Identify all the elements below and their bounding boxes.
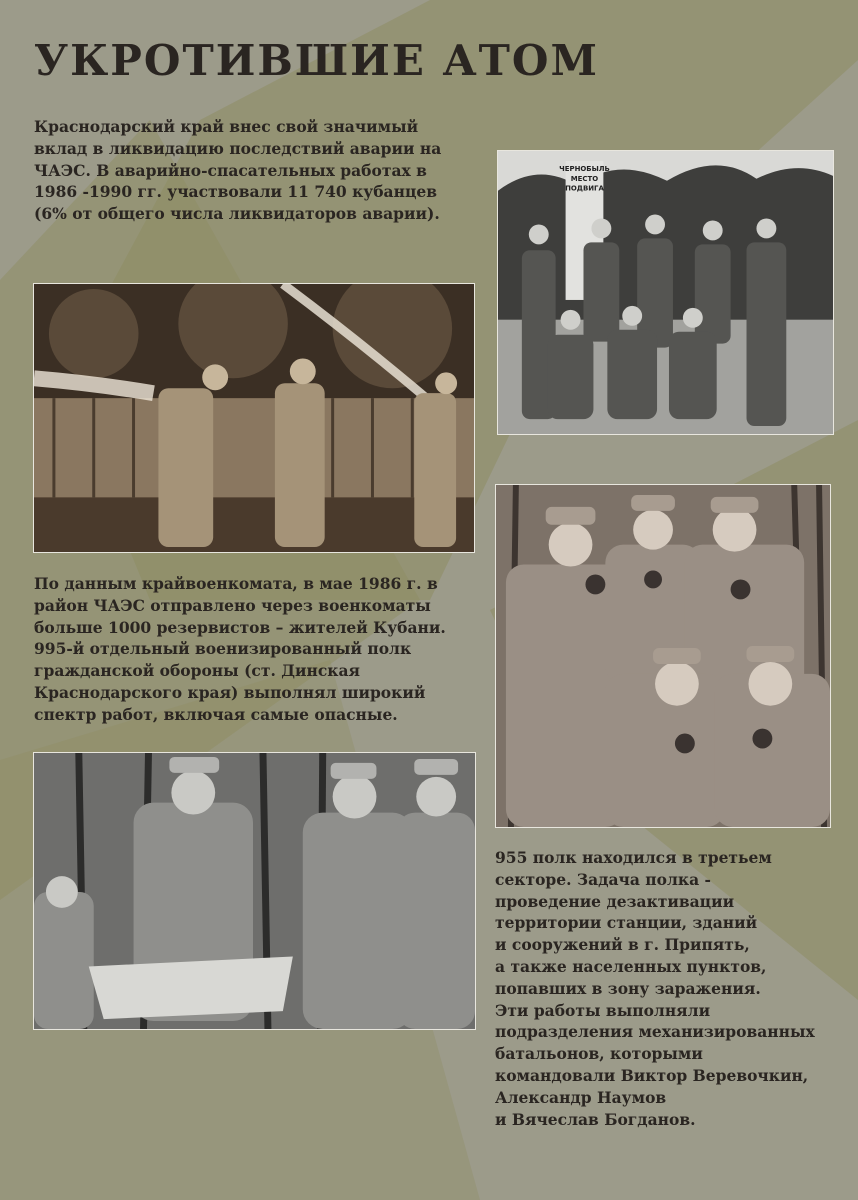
regiment-line: район ЧАЭС отправлено через военкоматы	[34, 595, 431, 615]
intro-line: Краснодарский край внес свой значимый	[34, 117, 419, 136]
photo-soldiers-in-forest	[33, 752, 476, 1030]
regiment-line: Краснодарского края) выполнял широкий	[34, 682, 426, 702]
intro-paragraph	[34, 116, 441, 225]
regiment-line: По данным крайвоенкомата, в мае 1986 г. в	[34, 574, 438, 593]
tasks-line: попавших в зону заражения.	[495, 978, 761, 998]
tasks-line: территории станции, зданий	[495, 913, 758, 933]
tasks-line: и Вячеслав Богданов.	[495, 1109, 696, 1129]
tasks-line: а также населенных пунктов,	[495, 956, 767, 976]
photo-soldiers-with-respirators	[495, 484, 831, 828]
tasks-line: Эти работы выполняли	[495, 1000, 711, 1020]
tasks-line: секторе. Задача полка -	[495, 869, 711, 889]
photo-group-at-monument	[497, 150, 834, 435]
regiment-paragraph	[34, 573, 446, 726]
tasks-paragraph	[495, 847, 815, 1130]
intro-line: (6% от общего числа ликвидаторов аварии).	[34, 204, 440, 224]
tasks-line: подразделения механизированных	[495, 1022, 815, 1042]
intro-line: вклад в ликвидацию последствий аварии на	[34, 138, 442, 158]
tasks-line: 955 полк находился в третьем	[495, 848, 772, 867]
tasks-line: батальонов, которыми	[495, 1044, 703, 1064]
tasks-line: и сооружений в г. Припять,	[495, 935, 750, 955]
tasks-line: Александр Наумов	[495, 1087, 667, 1107]
regiment-line: 995-й отдельный военизированный полк	[34, 639, 412, 659]
monument-sign-line-3: ПОДВИГА	[565, 184, 604, 193]
regiment-line: гражданской обороны (ст. Динская	[34, 661, 360, 681]
regiment-line: больше 1000 резервистов – жителей Кубани.	[34, 617, 446, 637]
photo-decontamination-spraying	[33, 283, 475, 553]
regiment-line: спектр работ, включая самые опасные.	[34, 704, 398, 724]
page-title: УКРОТИВШИЕ АТОМ	[34, 36, 600, 85]
tasks-line: проведение дезактивации	[495, 891, 735, 911]
monument-sign-line-2: МЕСТО	[570, 174, 599, 183]
monument-sign-line-1: ЧЕРНОБЫЛЬ	[559, 164, 610, 173]
intro-line: 1986 -1990 гг. участвовали 11 740 кубанцев	[34, 182, 438, 202]
tasks-line: командовали Виктор Веревочкин,	[495, 1065, 809, 1085]
intro-line: ЧАЭС. В аварийно-спасательных работах в	[34, 160, 427, 180]
